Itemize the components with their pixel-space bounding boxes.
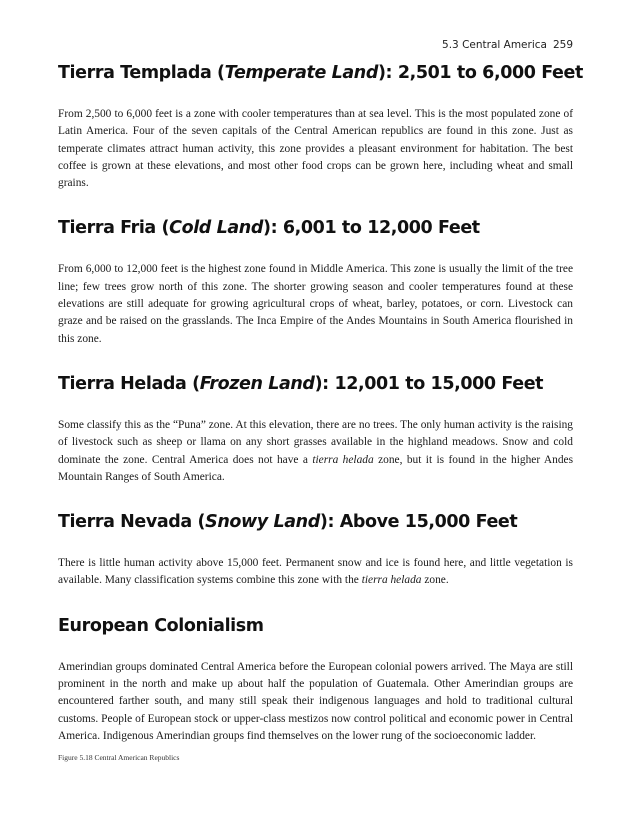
figure-caption: Figure 5.18 Central American Republics [58, 753, 180, 763]
section-heading: Tierra Helada (Frozen Land): 12,001 to 15,000 Feet [58, 373, 544, 394]
section-paragraph: Amerindian groups dominated Central America before the European colonial powers arrived. The Maya are still prominent in the north and make up about half the population of Guatemala. Other Amerindian groups are encountered farther south, and many still speak their indigenous languages and hold to traditional cultural customs. People of European stock or upper-class mestizos now control political and economic power in Central America. Indigenous Amerindian groups find themselves on the lower rung of the socioeconomic ladder. [58, 660, 573, 742]
section-heading: Tierra Nevada (Snowy Land): Above 15,000 Feet [58, 512, 518, 533]
section-heading: Tierra Templada (Temperate Land): 2,501 to 6,000 Feet [58, 63, 583, 83]
main-content [58, 61, 583, 763]
section-paragraph: There is little human activity above 15,000 feet. Permanent snow and ice is found here, and little vegetation is available. Many classification systems combine this zone with the tierra helada zone. [58, 557, 573, 587]
section-heading: European Colonialism [58, 615, 264, 636]
section-paragraph: From 6,000 to 12,000 feet is the highest zone found in Middle America. This zone is usually the limit of the tree line; few trees grow north of this zone. The shorter growing season and cooler temperatures found at these elevations are still adequate for growing agricultural crops of wheat, barley, potatoes, or corn. Livestock can graze and be raised on the grasslands. The Inca Empire of the Andes Mountains in South America flourished in this zone. [58, 263, 573, 345]
section-paragraph: From 2,500 to 6,000 feet is a zone with cooler temperatures than at sea level. This is the most populated zone of Latin America. Four of the seven capitals of the Central American republics are found in this zone. Just as temperate climates attract human activity, this zone provides a pleasant environment for habitation. The best coffee is grown at these elevations, and most other food crops can be grown here, including wheat and small grains. [58, 108, 573, 190]
section-heading: Tierra Fria (Cold Land): 6,001 to 12,000 Feet [58, 218, 480, 239]
running-header-section: 5.3 Central America [442, 39, 547, 51]
running-header [442, 39, 573, 51]
page-number: 259 [552, 39, 573, 51]
section-paragraph: Some classify this as the “Puna” zone. At this elevation, there are no trees. The only human activity is the raising of livestock such as sheep or llama on any short grasses available in the highland meadows. Snow and cold dominate the zone. Central America does not have a tierra helada zone, but it is found in the higher Andes Mountain Ranges of South America. [58, 418, 574, 483]
